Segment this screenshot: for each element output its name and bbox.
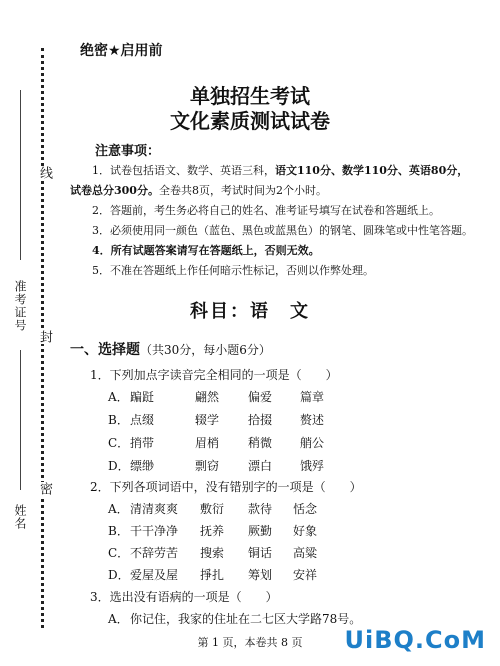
notice-item-4: 4．所有试题答案请写在答题纸上，否则无效。 <box>92 244 320 257</box>
notice-item-2: 2．答题前，考生务必将自己的姓名、准考证号填写在试卷和答题纸上。 <box>92 204 440 217</box>
seal-label-mi: 密 <box>37 482 52 496</box>
notice-item-1-cont: 试卷总分300分。全卷共8页，考试时间为2个小时。 <box>70 184 327 197</box>
option-word: 篇章 <box>300 390 325 404</box>
seal-label-feng: 封 <box>37 330 52 344</box>
option-word: 饿殍 <box>300 459 325 473</box>
top-secret-label: 绝密★启用前 <box>80 43 163 59</box>
admission-number-label: 准考证号 <box>13 280 27 332</box>
option-word: 搜索 <box>200 546 225 560</box>
option-word: 恬念 <box>293 502 318 516</box>
option-word: 缥缈 <box>130 459 155 473</box>
option-word: 清清爽爽 <box>130 502 179 516</box>
question-2-option-c: C． <box>108 546 130 560</box>
section-heading: 一、选择题（共30分，每小题6分） <box>70 342 271 358</box>
option-word: 不辞劳苦 <box>130 546 179 560</box>
exam-title: 单独招生考试 <box>190 84 310 108</box>
option-word: 筹划 <box>248 568 273 582</box>
option-word: 铜话 <box>248 546 273 560</box>
question-2-stem: 2．下列各项词语中，没有错别字的一项是（ ） <box>90 480 362 494</box>
option-word: 眉梢 <box>195 436 220 450</box>
option-text: 你记住，我家的住址在二七区大学路78号。 <box>130 612 362 626</box>
name-line <box>20 350 21 490</box>
option-word: 点缀 <box>130 413 155 427</box>
option-word: 赘述 <box>300 413 325 427</box>
option-word: 厥勤 <box>248 524 273 538</box>
seal-label-xian: 线 <box>37 166 52 180</box>
option-word: 剽窃 <box>195 459 220 473</box>
notice-item-3: 3．必须使用同一颜色（蓝色、黑色或蓝黑色）的钢笔、圆珠笔或中性笔答题。 <box>92 224 473 237</box>
notice-heading: 注意事项： <box>95 144 161 159</box>
option-word: 稍微 <box>248 436 273 450</box>
option-word: 敷衍 <box>200 502 225 516</box>
name-label: 姓名 <box>13 504 27 530</box>
page-footer: 第 1 页，本卷共 8 页 <box>197 636 303 649</box>
option-word: 捎带 <box>130 436 155 450</box>
option-word: 款待 <box>248 502 273 516</box>
option-word: 爱屋及屋 <box>130 568 179 582</box>
option-word: 安祥 <box>293 568 318 582</box>
question-1-stem: 1．下列加点字读音完全相同的一项是（ ） <box>90 368 338 382</box>
subject-heading: 科目：语 文 <box>190 301 310 322</box>
option-word: 掙扎 <box>200 568 225 582</box>
question-3-option-a: A． <box>108 612 129 626</box>
option-word: 辍学 <box>195 413 220 427</box>
option-word: 偏爱 <box>248 390 273 404</box>
option-word: 高粱 <box>293 546 318 560</box>
question-1-option-a: A． <box>108 390 129 404</box>
question-1-option-b: B． <box>108 413 129 427</box>
option-word: 漂白 <box>248 459 273 473</box>
notice-item-1: 1．试卷包括语文、数学、英语三科，语文110分、数学110分、英语80分， <box>92 164 469 177</box>
option-word: 艄公 <box>300 436 325 450</box>
watermark-logo: UiBQ.CoM <box>344 626 486 654</box>
option-word: 翩然 <box>195 390 220 404</box>
question-2-option-b: B． <box>108 524 129 538</box>
question-1-option-d: D． <box>108 459 130 473</box>
question-3-stem: 3．选出没有语病的一项是（ ） <box>90 590 278 604</box>
option-word: 抚养 <box>200 524 225 538</box>
option-word: 干干净净 <box>130 524 179 538</box>
notice-item-5: 5．不准在答题纸上作任何暗示性标记，否则以作弊处理。 <box>92 264 374 277</box>
exam-subtitle: 文化素质测试试卷 <box>170 109 330 133</box>
question-1-option-c: C． <box>108 436 130 450</box>
option-word: 好象 <box>293 524 318 538</box>
option-word: 拾掇 <box>248 413 273 427</box>
option-word: 蹁跹 <box>130 390 155 404</box>
question-2-option-d: D． <box>108 568 130 582</box>
question-2-option-a: A． <box>108 502 129 516</box>
